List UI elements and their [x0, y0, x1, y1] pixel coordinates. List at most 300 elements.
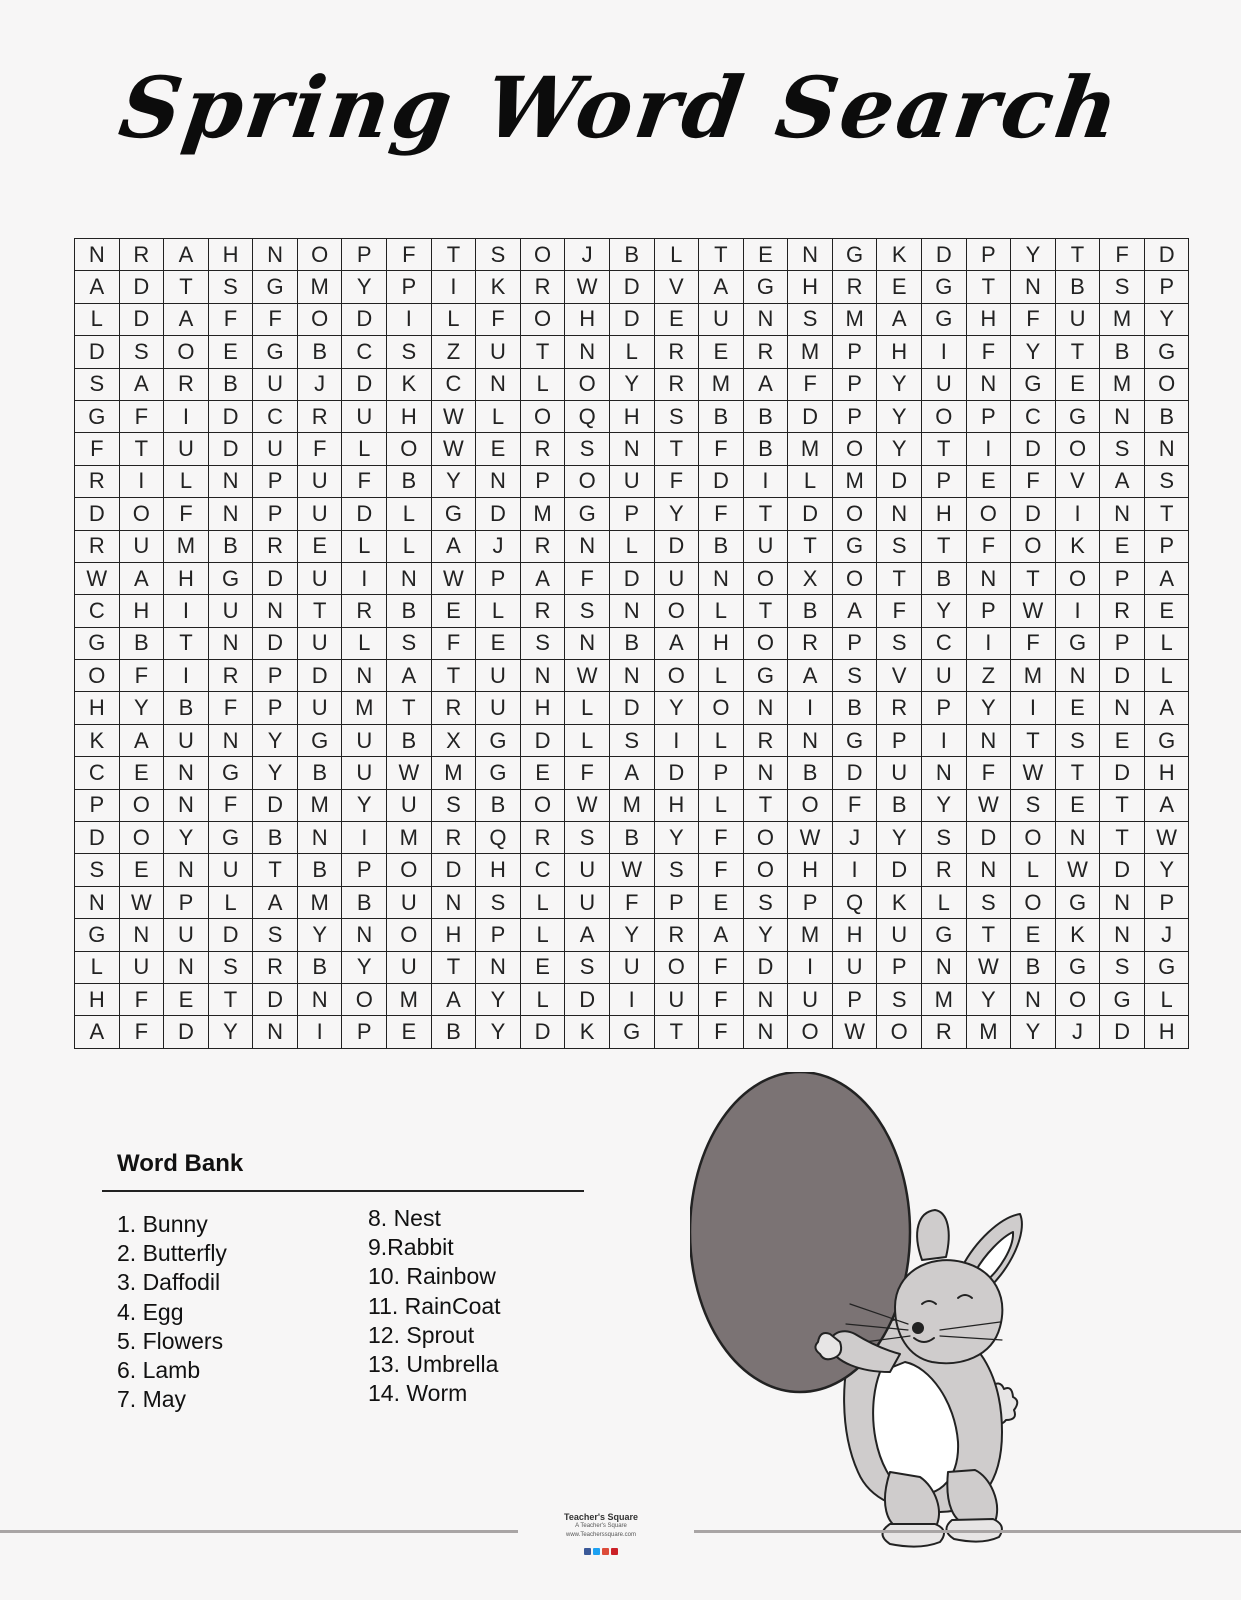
grid-cell: U [921, 368, 966, 400]
grid-cell: D [1100, 1016, 1145, 1048]
grid-cell: W [788, 822, 833, 854]
grid-cell: B [431, 1016, 476, 1048]
grid-cell: M [520, 498, 565, 530]
grid-cell: G [476, 724, 521, 756]
grid-cell: L [208, 886, 253, 918]
grid-cell: Y [119, 692, 164, 724]
grid-cell: M [699, 368, 744, 400]
grid-cell: G [75, 919, 120, 951]
grid-cell: N [1055, 822, 1100, 854]
grid-cell: G [1144, 724, 1189, 756]
grid-cell: O [75, 660, 120, 692]
grid-cell: A [565, 919, 610, 951]
grid-cell: S [966, 886, 1011, 918]
grid-cell: Y [654, 822, 699, 854]
word-bank-column-1 [117, 1210, 227, 1414]
grid-cell: P [966, 400, 1011, 432]
grid-cell: B [1100, 336, 1145, 368]
grid-cell: B [743, 400, 788, 432]
grid-cell: T [1055, 757, 1100, 789]
footer-url: www.Teacherssquare.com [565, 1532, 637, 1538]
grid-cell: Y [609, 919, 654, 951]
grid-cell: W [387, 757, 432, 789]
grid-cell: E [476, 627, 521, 659]
word-bank-item: 13. Umbrella [368, 1350, 499, 1377]
grid-cell: M [1100, 368, 1145, 400]
grid-cell: D [119, 303, 164, 335]
grid-cell: M [788, 433, 833, 465]
grid-cell: B [699, 530, 744, 562]
grid-cell: N [609, 660, 654, 692]
grid-cell: R [654, 368, 699, 400]
grid-row [75, 919, 1189, 951]
word-search-grid-body [75, 239, 1189, 1049]
grid-cell: W [565, 660, 610, 692]
grid-cell: N [476, 465, 521, 497]
grid-cell: S [431, 789, 476, 821]
grid-cell: G [431, 498, 476, 530]
grid-cell: O [921, 400, 966, 432]
grid-cell: D [476, 498, 521, 530]
grid-cell: J [1144, 919, 1189, 951]
grid-cell: N [1100, 919, 1145, 951]
grid-cell: A [253, 886, 298, 918]
grid-cell: F [208, 692, 253, 724]
grid-cell: A [699, 919, 744, 951]
grid-cell: M [921, 983, 966, 1015]
grid-cell: S [1100, 433, 1145, 465]
grid-cell: S [743, 886, 788, 918]
grid-cell: G [1055, 400, 1100, 432]
grid-cell: L [342, 433, 387, 465]
grid-cell: Y [342, 951, 387, 983]
grid-cell: I [832, 854, 877, 886]
grid-cell: N [208, 498, 253, 530]
grid-cell: M [387, 983, 432, 1015]
grid-cell: P [253, 465, 298, 497]
grid-cell: T [164, 627, 209, 659]
grid-cell: B [921, 562, 966, 594]
grid-cell: O [164, 336, 209, 368]
grid-cell: J [297, 368, 342, 400]
grid-cell: N [520, 660, 565, 692]
grid-cell: D [921, 239, 966, 271]
footer-site-name: A Teacher's Square [575, 1523, 627, 1529]
grid-cell: R [297, 400, 342, 432]
grid-cell: N [1100, 886, 1145, 918]
grid-cell: U [208, 854, 253, 886]
grid-cell: N [921, 951, 966, 983]
grid-cell: G [565, 498, 610, 530]
grid-cell: N [1100, 692, 1145, 724]
grid-cell: F [832, 789, 877, 821]
grid-cell: E [1144, 595, 1189, 627]
grid-cell: Y [208, 1016, 253, 1048]
grid-cell: S [476, 239, 521, 271]
grid-row [75, 724, 1189, 756]
grid-row [75, 595, 1189, 627]
grid-cell: N [565, 627, 610, 659]
grid-cell: O [387, 433, 432, 465]
word-bank-item: 7. May [117, 1386, 187, 1413]
grid-cell: A [1100, 465, 1145, 497]
grid-cell: S [654, 400, 699, 432]
grid-cell: P [253, 498, 298, 530]
grid-cell: D [119, 271, 164, 303]
grid-cell: D [1100, 854, 1145, 886]
grid-cell: A [431, 983, 476, 1015]
grid-cell: U [654, 562, 699, 594]
grid-cell: C [342, 336, 387, 368]
grid-cell: U [387, 789, 432, 821]
grid-cell: S [1100, 271, 1145, 303]
grid-cell: R [832, 271, 877, 303]
grid-cell: E [476, 433, 521, 465]
grid-cell: N [699, 562, 744, 594]
grid-cell: N [342, 660, 387, 692]
grid-cell: A [164, 239, 209, 271]
grid-cell: J [565, 239, 610, 271]
grid-cell: S [877, 983, 922, 1015]
grid-cell: O [788, 1016, 833, 1048]
grid-cell: D [253, 562, 298, 594]
grid-cell: S [208, 271, 253, 303]
grid-cell: E [520, 951, 565, 983]
grid-cell: U [208, 595, 253, 627]
grid-cell: N [609, 433, 654, 465]
grid-cell: T [431, 951, 476, 983]
grid-cell: L [699, 789, 744, 821]
grid-cell: K [565, 1016, 610, 1048]
grid-cell: S [565, 433, 610, 465]
grid-cell: R [431, 822, 476, 854]
grid-cell: I [788, 951, 833, 983]
grid-cell: K [387, 368, 432, 400]
grid-cell: N [1011, 983, 1056, 1015]
grid-row [75, 789, 1189, 821]
grid-cell: Y [1144, 854, 1189, 886]
footer-brand: Teacher's Square [563, 1512, 638, 1522]
grid-cell: D [342, 303, 387, 335]
grid-cell: D [164, 1016, 209, 1048]
grid-cell: H [565, 303, 610, 335]
grid-cell: U [476, 336, 521, 368]
grid-cell: G [297, 724, 342, 756]
grid-cell: T [520, 336, 565, 368]
grid-cell: L [1144, 627, 1189, 659]
grid-cell: P [966, 239, 1011, 271]
grid-cell: G [921, 919, 966, 951]
grid-cell: U [342, 757, 387, 789]
grid-cell: N [253, 595, 298, 627]
grid-cell: B [297, 757, 342, 789]
grid-cell: L [476, 400, 521, 432]
grid-cell: T [743, 595, 788, 627]
grid-cell: E [1055, 789, 1100, 821]
grid-cell: I [164, 400, 209, 432]
grid-cell: P [921, 465, 966, 497]
grid-cell: L [520, 983, 565, 1015]
grid-cell: J [1055, 1016, 1100, 1048]
grid-cell: U [565, 886, 610, 918]
grid-cell: D [253, 789, 298, 821]
grid-cell: R [520, 271, 565, 303]
grid-row [75, 886, 1189, 918]
grid-cell: F [1011, 627, 1056, 659]
social-icon [593, 1548, 600, 1555]
grid-cell: P [788, 886, 833, 918]
grid-cell: P [476, 919, 521, 951]
grid-cell: V [654, 271, 699, 303]
grid-cell: R [119, 239, 164, 271]
grid-cell: U [342, 400, 387, 432]
grid-cell: W [75, 562, 120, 594]
grid-cell: D [253, 983, 298, 1015]
grid-cell: O [297, 239, 342, 271]
grid-cell: M [297, 789, 342, 821]
grid-cell: L [431, 303, 476, 335]
grid-cell: U [253, 368, 298, 400]
bunny-back-ear [917, 1210, 949, 1260]
grid-cell: O [743, 822, 788, 854]
grid-cell: Y [476, 1016, 521, 1048]
grid-cell: I [342, 822, 387, 854]
grid-cell: F [699, 983, 744, 1015]
grid-cell: L [921, 886, 966, 918]
grid-cell: G [208, 757, 253, 789]
grid-cell: P [1144, 530, 1189, 562]
grid-cell: I [387, 303, 432, 335]
grid-cell: E [699, 886, 744, 918]
grid-cell: H [1144, 757, 1189, 789]
grid-cell: P [75, 789, 120, 821]
grid-cell: F [699, 951, 744, 983]
grid-cell: E [1011, 919, 1056, 951]
grid-cell: N [164, 789, 209, 821]
grid-cell: O [520, 303, 565, 335]
grid-cell: U [1055, 303, 1100, 335]
grid-cell: K [1055, 919, 1100, 951]
grid-cell: F [966, 757, 1011, 789]
grid-cell: U [297, 627, 342, 659]
grid-cell: U [877, 757, 922, 789]
grid-cell: P [253, 660, 298, 692]
grid-cell: R [743, 724, 788, 756]
grid-cell: R [654, 336, 699, 368]
grid-cell: F [788, 368, 833, 400]
grid-cell: P [342, 1016, 387, 1048]
grid-cell: G [75, 400, 120, 432]
grid-cell: D [297, 660, 342, 692]
grid-cell: D [877, 465, 922, 497]
grid-cell: T [743, 789, 788, 821]
grid-cell: S [1011, 789, 1056, 821]
grid-cell: S [387, 336, 432, 368]
bunny-nose [913, 1323, 923, 1333]
grid-cell: L [476, 595, 521, 627]
grid-cell: S [119, 336, 164, 368]
grid-cell: Y [342, 789, 387, 821]
grid-cell: D [1144, 239, 1189, 271]
grid-cell: B [253, 822, 298, 854]
grid-cell: S [609, 724, 654, 756]
grid-cell: M [788, 919, 833, 951]
grid-cell: B [788, 595, 833, 627]
grid-cell: S [1144, 465, 1189, 497]
grid-cell: T [431, 660, 476, 692]
grid-cell: F [609, 886, 654, 918]
grid-cell: I [164, 660, 209, 692]
word-bank-item: 8. Nest [368, 1205, 441, 1231]
grid-cell: Y [877, 433, 922, 465]
grid-cell: F [342, 465, 387, 497]
grid-cell: P [520, 465, 565, 497]
grid-cell: L [609, 530, 654, 562]
grid-cell: M [297, 271, 342, 303]
grid-cell: X [431, 724, 476, 756]
grid-cell: B [387, 595, 432, 627]
grid-cell: U [297, 692, 342, 724]
word-bank-column-2 [368, 1204, 501, 1408]
grid-cell: O [654, 595, 699, 627]
grid-cell: E [743, 239, 788, 271]
grid-cell: L [699, 595, 744, 627]
grid-cell: A [431, 530, 476, 562]
grid-cell: A [119, 368, 164, 400]
grid-cell: E [387, 1016, 432, 1048]
grid-cell: G [1144, 951, 1189, 983]
grid-cell: U [164, 433, 209, 465]
grid-cell: A [832, 595, 877, 627]
grid-cell: A [743, 368, 788, 400]
grid-cell: L [699, 724, 744, 756]
word-bank-divider [102, 1190, 584, 1192]
grid-cell: J [476, 530, 521, 562]
grid-cell: D [1011, 498, 1056, 530]
grid-cell: P [832, 983, 877, 1015]
grid-cell: S [1055, 724, 1100, 756]
grid-cell: R [743, 336, 788, 368]
grid-cell: W [431, 400, 476, 432]
grid-cell: G [75, 627, 120, 659]
word-bank-item: 5. Flowers [117, 1327, 224, 1354]
grid-cell: R [520, 822, 565, 854]
grid-cell: W [1011, 595, 1056, 627]
grid-cell: B [1011, 951, 1056, 983]
bunny-with-egg-illustration [690, 1072, 1060, 1562]
grid-cell: N [1100, 498, 1145, 530]
grid-cell: N [788, 724, 833, 756]
grid-cell: R [342, 595, 387, 627]
grid-cell: L [342, 627, 387, 659]
grid-cell: E [654, 303, 699, 335]
grid-cell: U [609, 951, 654, 983]
grid-cell: G [921, 271, 966, 303]
grid-cell: D [788, 400, 833, 432]
grid-cell: R [788, 627, 833, 659]
grid-cell: S [921, 822, 966, 854]
grid-cell: K [877, 886, 922, 918]
grid-cell: N [431, 886, 476, 918]
grid-cell: D [609, 303, 654, 335]
grid-cell: R [164, 368, 209, 400]
grid-cell: R [921, 1016, 966, 1048]
grid-cell: D [75, 336, 120, 368]
grid-cell: T [921, 530, 966, 562]
grid-cell: U [654, 983, 699, 1015]
social-icon [611, 1548, 618, 1555]
grid-cell: C [253, 400, 298, 432]
word-search-grid [74, 238, 1189, 1049]
grid-cell: R [431, 692, 476, 724]
grid-cell: F [297, 433, 342, 465]
grid-cell: I [297, 1016, 342, 1048]
grid-cell: N [565, 530, 610, 562]
grid-cell: S [476, 886, 521, 918]
grid-cell: L [75, 303, 120, 335]
grid-cell: I [788, 692, 833, 724]
grid-cell: D [520, 724, 565, 756]
grid-cell: P [609, 498, 654, 530]
grid-cell: D [654, 757, 699, 789]
grid-cell: G [1144, 336, 1189, 368]
grid-cell: F [565, 757, 610, 789]
grid-cell: B [877, 789, 922, 821]
grid-cell: D [342, 498, 387, 530]
grid-cell: D [1100, 660, 1145, 692]
grid-cell: I [431, 271, 476, 303]
word-bank-item: 10. Rainbow [368, 1263, 496, 1290]
grid-cell: F [387, 239, 432, 271]
grid-cell: F [699, 498, 744, 530]
grid-cell: L [1144, 983, 1189, 1015]
grid-cell: D [609, 562, 654, 594]
grid-cell: R [520, 433, 565, 465]
grid-cell: K [1055, 530, 1100, 562]
grid-cell: G [1100, 983, 1145, 1015]
grid-cell: U [119, 951, 164, 983]
grid-cell: N [476, 368, 521, 400]
grid-cell: B [208, 368, 253, 400]
grid-cell: L [565, 724, 610, 756]
grid-cell: N [164, 854, 209, 886]
grid-cell: H [208, 239, 253, 271]
social-icon [602, 1548, 609, 1555]
grid-cell: I [743, 465, 788, 497]
grid-cell: B [832, 692, 877, 724]
grid-cell: I [1055, 498, 1100, 530]
grid-cell: Y [342, 271, 387, 303]
grid-cell: N [743, 757, 788, 789]
grid-cell: A [520, 562, 565, 594]
grid-cell: O [119, 498, 164, 530]
grid-cell: O [1011, 822, 1056, 854]
grid-cell: U [609, 465, 654, 497]
grid-cell: G [921, 303, 966, 335]
grid-cell: N [297, 822, 342, 854]
grid-cell: T [921, 433, 966, 465]
grid-cell: Y [476, 983, 521, 1015]
grid-cell: I [609, 983, 654, 1015]
word-bank-item: 11. RainCoat [368, 1292, 501, 1319]
grid-cell: F [119, 983, 164, 1015]
grid-cell: O [966, 498, 1011, 530]
grid-cell: S [832, 660, 877, 692]
grid-cell: L [387, 530, 432, 562]
grid-cell: T [699, 239, 744, 271]
grid-cell: W [565, 789, 610, 821]
grid-cell: F [699, 1016, 744, 1048]
